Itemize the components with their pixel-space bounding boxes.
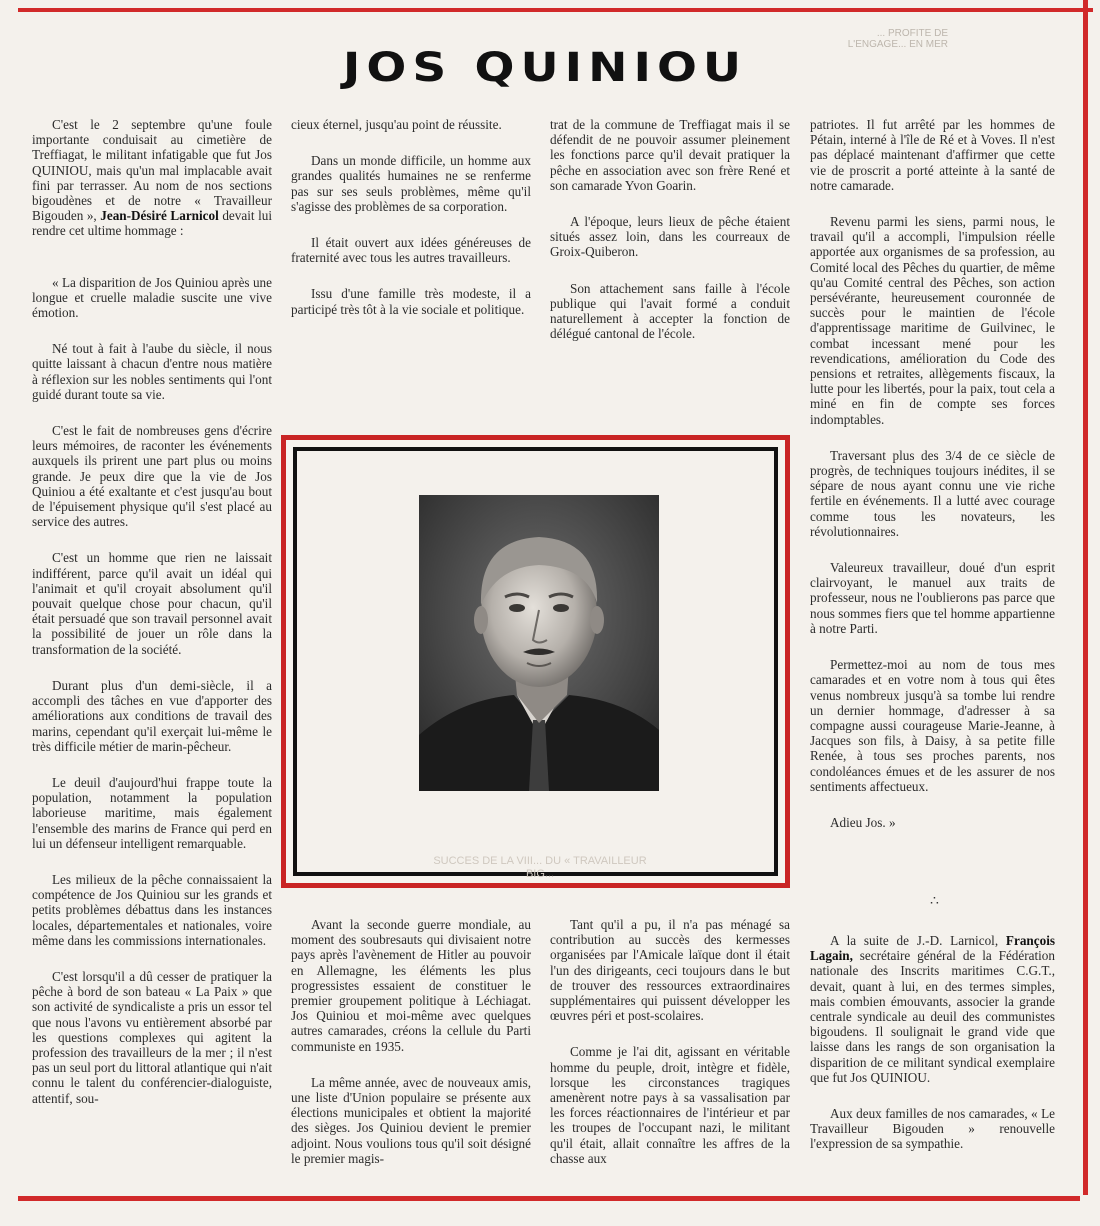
text: A la suite de J.-D. Larnicol, — [830, 933, 1006, 948]
paragraph: trat de la commune de Treffiagat mais il se défendit de ne pouvoir assumer pleinement les fonctions parce qu'il devait pratiquer la pêche en association avec son frère René et son camarade Yvon Goarin. — [550, 117, 790, 193]
paragraph: Né tout à fait à l'aube du siècle, il nous quitte laissant à chacun d'entre nous matière à réflexion sur les nobles sentiments qui l'ont guidé durant toute sa vie. — [32, 341, 272, 402]
column-3-bottom — [550, 917, 790, 1187]
bleed-through-text: ... PROFITE DE L'ENGAGE... EN MER — [847, 28, 948, 50]
text: C'est le 2 septembre qu'une foule importante conduisait au cimetière de Treffiagat, le militant infatigable que fut Jos QUINIOU, mais qu'un mal implacable avait fini par terrasser. Au nom de nos sections bigoudènes et de notre « Travailleur Bigouden », — [32, 117, 272, 224]
paragraph: C'est un homme que rien ne laissait indifférent, parce qu'il avait un idéal qui l'animait et qu'il croyait absolument qu'il pouvait quelque chose pour chacun, qu'il était persuadé que son travail personnel avait la possibilité de jouer un rôle dans la transformation de la société. — [32, 550, 272, 657]
top-red-border — [18, 8, 1093, 12]
paragraph: Son attachement sans faille à l'école publique qui l'avait formé a conduit naturellement à accepter la fonction de délégué cantonal de l'école. — [550, 280, 790, 342]
paragraph: Durant plus d'un demi-siècle, il a accompli des tâches en vue d'apporter des améliorations aux conditions de travail des marins, cependant qu'il exerçait lui-même le très difficile métier de marin-pêcheur. — [32, 677, 272, 754]
portrait-illustration — [419, 495, 659, 791]
right-red-border — [1083, 0, 1088, 1195]
paragraph: cieux éternel, jusqu'au point de réussite. — [291, 117, 502, 132]
bleed-through-text: SUCCES DE LA VIII... DU « TRAVAILLEUR BIG... — [433, 855, 647, 880]
paragraph: Permettez-moi au nom de tous mes camarades et en votre nom à tous qui êtes venus nombreux jusqu'à sa tombe lui rendre un dernier hommage, d'adresser à sa compagne aussi courageuse Marie-Jeanne, à Jacques son fils, à Daisy, à sa petite fille Renée, à tous ses proches parents, nos condoléances émues et de les assurer de nos sentiments affectueux. — [810, 657, 1055, 794]
paragraph: Le deuil d'aujourd'hui frappe toute la population, notamment la population laborieuse maritime, mais également l'ensemble des marins de France qui perd en lui un défenseur intelligent remarquable. — [32, 774, 272, 851]
article-title: JOS QUINIOU — [342, 44, 748, 91]
paragraph: Issu d'une famille très modeste, il a participé très tôt à la vie sociale et politique. — [291, 286, 531, 317]
speaker-name: François Lagain, — [810, 933, 1055, 964]
paragraph: Tant qu'il a pu, il n'a pas ménagé sa contribution au succès des kermesses organisées par l'Amicale laïque dont il était l'un des dirigeants, ceci toujours dans le but de trouver des ressources extraordinaires supplémentaires qui puissent développer les œuvres péri et post-scolaires. — [550, 917, 790, 1024]
paragraph: C'est lorsqu'il a dû cesser de pratiquer la pêche à bord de son bateau « La Paix » que son activité de syndicaliste a pris un essor tel que nous l'avons vu entièrement absorbé par les questions complexes qui agitent la profession des travailleurs de la mer ; il n'est pas un seul port du littoral atlantique qui n'ait connu le talent du conférencier-dialoguiste, attentif, sou- — [32, 968, 272, 1106]
paragraph — [32, 117, 272, 239]
text: secrétaire général de la Fédération nationale des Inscrits maritimes C.G.T., devait, quant à lui, en des termes simples, mais combien émouvants, associer la grande centrale syndicale au deuil des communistes bigoudens. Il soulignait le grand vide que laisse dans les rangs de son organisation la disparition de ce militant syndical exemplaire que fut Jos QUINIOU. — [810, 948, 1055, 1085]
paragraph: Les milieux de la pêche connaissaient la compétence de Jos Quiniou sur les grands et petits problèmes débattus dans les instances locales, départementales et nationales, voire même dans les commissions internationales. — [32, 871, 272, 948]
paragraph: Il était ouvert aux idées généreuses de fraternité avec tous les autres travailleurs. — [291, 235, 531, 266]
paragraph: Avant la seconde guerre mondiale, au moment des soubresauts qui divisaient notre pays après l'avènement de Hitler au pouvoir en Allemagne, les éléments les plus progressistes essaient de constituer le premier groupement politique à Léchiagat. Jos Quiniou et moi-même avec quelques autres camarades, créons la cellule du Parti communiste en 1935. — [291, 917, 531, 1054]
paragraph: « La disparition de Jos Quiniou après une longue et cruelle maladie suscite une vive émotion. — [32, 274, 272, 321]
paragraph: Comme je l'ai dit, agissant en véritable homme du peuple, droit, intègre et fidèle, lorsque les circonstances tragiques amenèrent notre pays à sa vassalisation par les forces réactionnaires de l'intérieur et par les troupes de l'occupant nazi, le militant qu'il était, allait connaître les affres de la chasse aux — [550, 1044, 790, 1166]
column-1 — [32, 117, 272, 1127]
paragraph: A l'époque, leurs lieux de pêche étaient situés assez loin, dans les courreaux de Groix-Quiberon. — [550, 214, 790, 260]
paragraph: Revenu parmi les siens, parmi nous, le travail qu'il a accompli, l'impulsion réelle apportée aux organismes de sa profession, au Comité local des Pêches du quartier, de même qu'au Comité central des Pêches, son action persévérante, heureusement couronnée de succès pour le maintien de l'école d'apprentissage maritime de Guilvinec, le combat incessant mené pour les revendications, amélioration du Code des pensions et retraites, allègements fiscaux, la lutte pour les libertés, pour la paix, tout cela a miné en fin de compte ses forces indomptables. — [810, 214, 1055, 427]
paragraph: Traversant plus des 3/4 de ce siècle de progrès, de techniques toujours inédites, il se sépare de nous ayant connu une vie riche fertile en événements. Il a lutté avec courage comme tous les novateurs, les révolutionnaires. — [810, 447, 1055, 539]
paragraph — [810, 933, 1055, 1085]
paragraph: Adieu Jos. » — [830, 814, 896, 830]
column-2-top — [291, 117, 531, 338]
paragraph: Valeureux travailleur, doué d'un esprit clairvoyant, le manuel aux traits de professeur, nous ne l'oublierons pas parce que nous sommes fiers que tel homme appartienne à notre Parti. — [810, 560, 1055, 636]
column-2-bottom — [291, 917, 531, 1187]
portrait-photo — [419, 495, 659, 791]
section-separator: ∴ — [930, 894, 939, 909]
column-3-top — [550, 117, 790, 362]
paragraph: patriotes. Il fut arrêté par les hommes de Pétain, interné à l'île de Ré et à Voves. Il n'est pas déplacé maintenant d'affirmer que cette vie de proscrit a porté atteinte à la santé de notre camarade. — [810, 117, 1055, 193]
paragraph: Dans un monde difficile, un homme aux grandes qualités humaines ne se renferme pas sur ses seuls problèmes, même qu'il s'agisse des problèmes de sa corporation. — [291, 153, 531, 214]
speaker-name: Jean-Désiré Larnicol — [100, 208, 219, 224]
column-4 — [810, 117, 1055, 851]
text: devait lui rendre cet ultime hommage : — [32, 208, 272, 239]
column-4-bottom — [810, 933, 1055, 1173]
bottom-red-border — [18, 1196, 1080, 1201]
paragraph: C'est le fait de nombreuses gens d'écrire leurs mémoires, de raconter les événements auxquels ils prirent une part plus ou moins grande. Je peux dire que la vie de Jos Quiniou a été exaltante et c'est jusqu'au bout de l'épuisement physique qu'il s'est placé au service des autres. — [32, 423, 272, 530]
paragraph: Aux deux familles de nos camarades, « Le Travailleur Bigouden » renouvelle l'expression de sa sympathie. — [810, 1106, 1055, 1152]
paragraph: La même année, avec de nouveaux amis, une liste d'Union populaire se présente aux élections municipales et obtient la majorité des sièges. Jos Quiniou devient le premier adjoint. Nous voulions tous qu'il soit désigné le premier magis- — [291, 1074, 531, 1166]
